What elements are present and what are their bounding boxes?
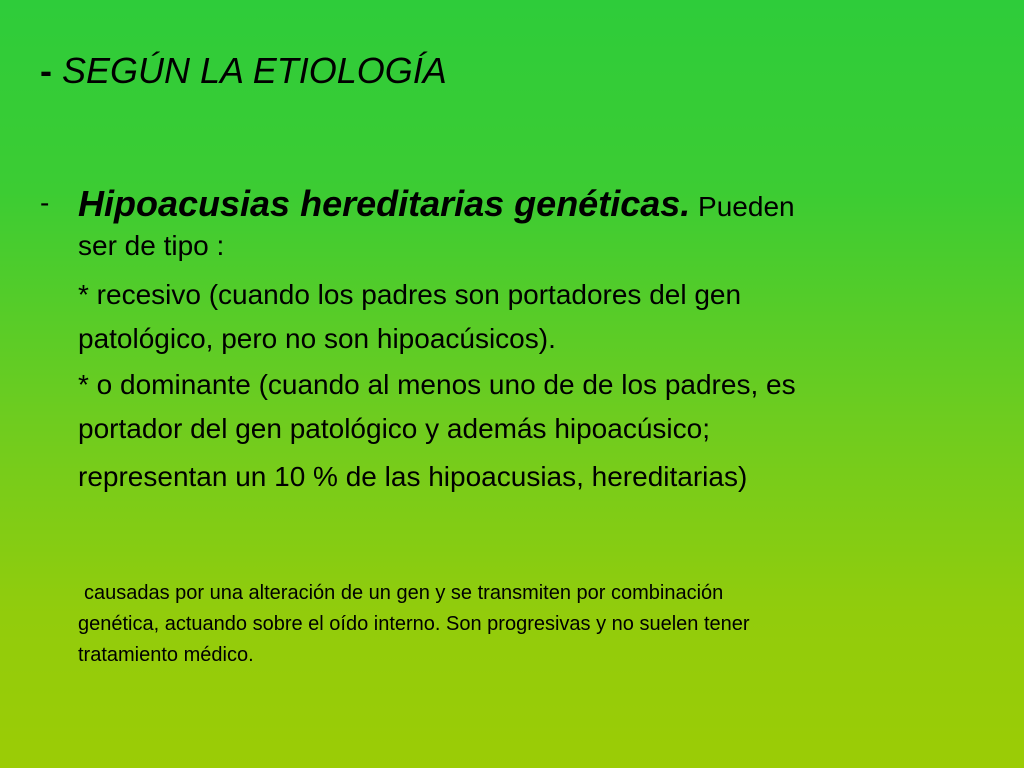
note-line-2: genética, actuando sobre el oído interno. Son progresivas y no suelen tener bbox=[78, 613, 750, 635]
footnote bbox=[78, 578, 978, 671]
slide-heading bbox=[40, 50, 447, 92]
intro-line-1 bbox=[78, 180, 998, 231]
dominant-line-1: * o dominante (cuando al menos uno de de los padres, es bbox=[78, 369, 796, 400]
dominant-line-2: portador del gen patológico y además hipoacúsico; bbox=[78, 413, 710, 444]
note-line-1: causadas por una alteración de un gen y se transmiten por combinación bbox=[84, 582, 724, 604]
represent-line: representan un 10 % de las hipoacusias, hereditarias) bbox=[78, 461, 748, 492]
main-content bbox=[78, 180, 998, 499]
recessive-line-2: patológico, pero no son hipoacúsicos). bbox=[78, 323, 556, 354]
intro-line-2: ser de tipo : bbox=[78, 230, 225, 261]
recessive-line-1: * recesivo (cuando los padres son portadores del gen bbox=[78, 279, 742, 310]
intro-rest: Pueden bbox=[690, 191, 795, 222]
note-line-3: tratamiento médico. bbox=[78, 644, 254, 666]
heading-dash: - bbox=[40, 50, 52, 91]
term-title: Hipoacusias hereditarias genéticas bbox=[78, 183, 681, 224]
recessive-paragraph bbox=[78, 273, 998, 361]
heading-title: SEGÚN LA ETIOLOGÍA bbox=[62, 50, 447, 91]
dominant-paragraph bbox=[78, 363, 998, 451]
bullet-dash: - bbox=[40, 187, 50, 218]
term-period: . bbox=[680, 183, 691, 224]
